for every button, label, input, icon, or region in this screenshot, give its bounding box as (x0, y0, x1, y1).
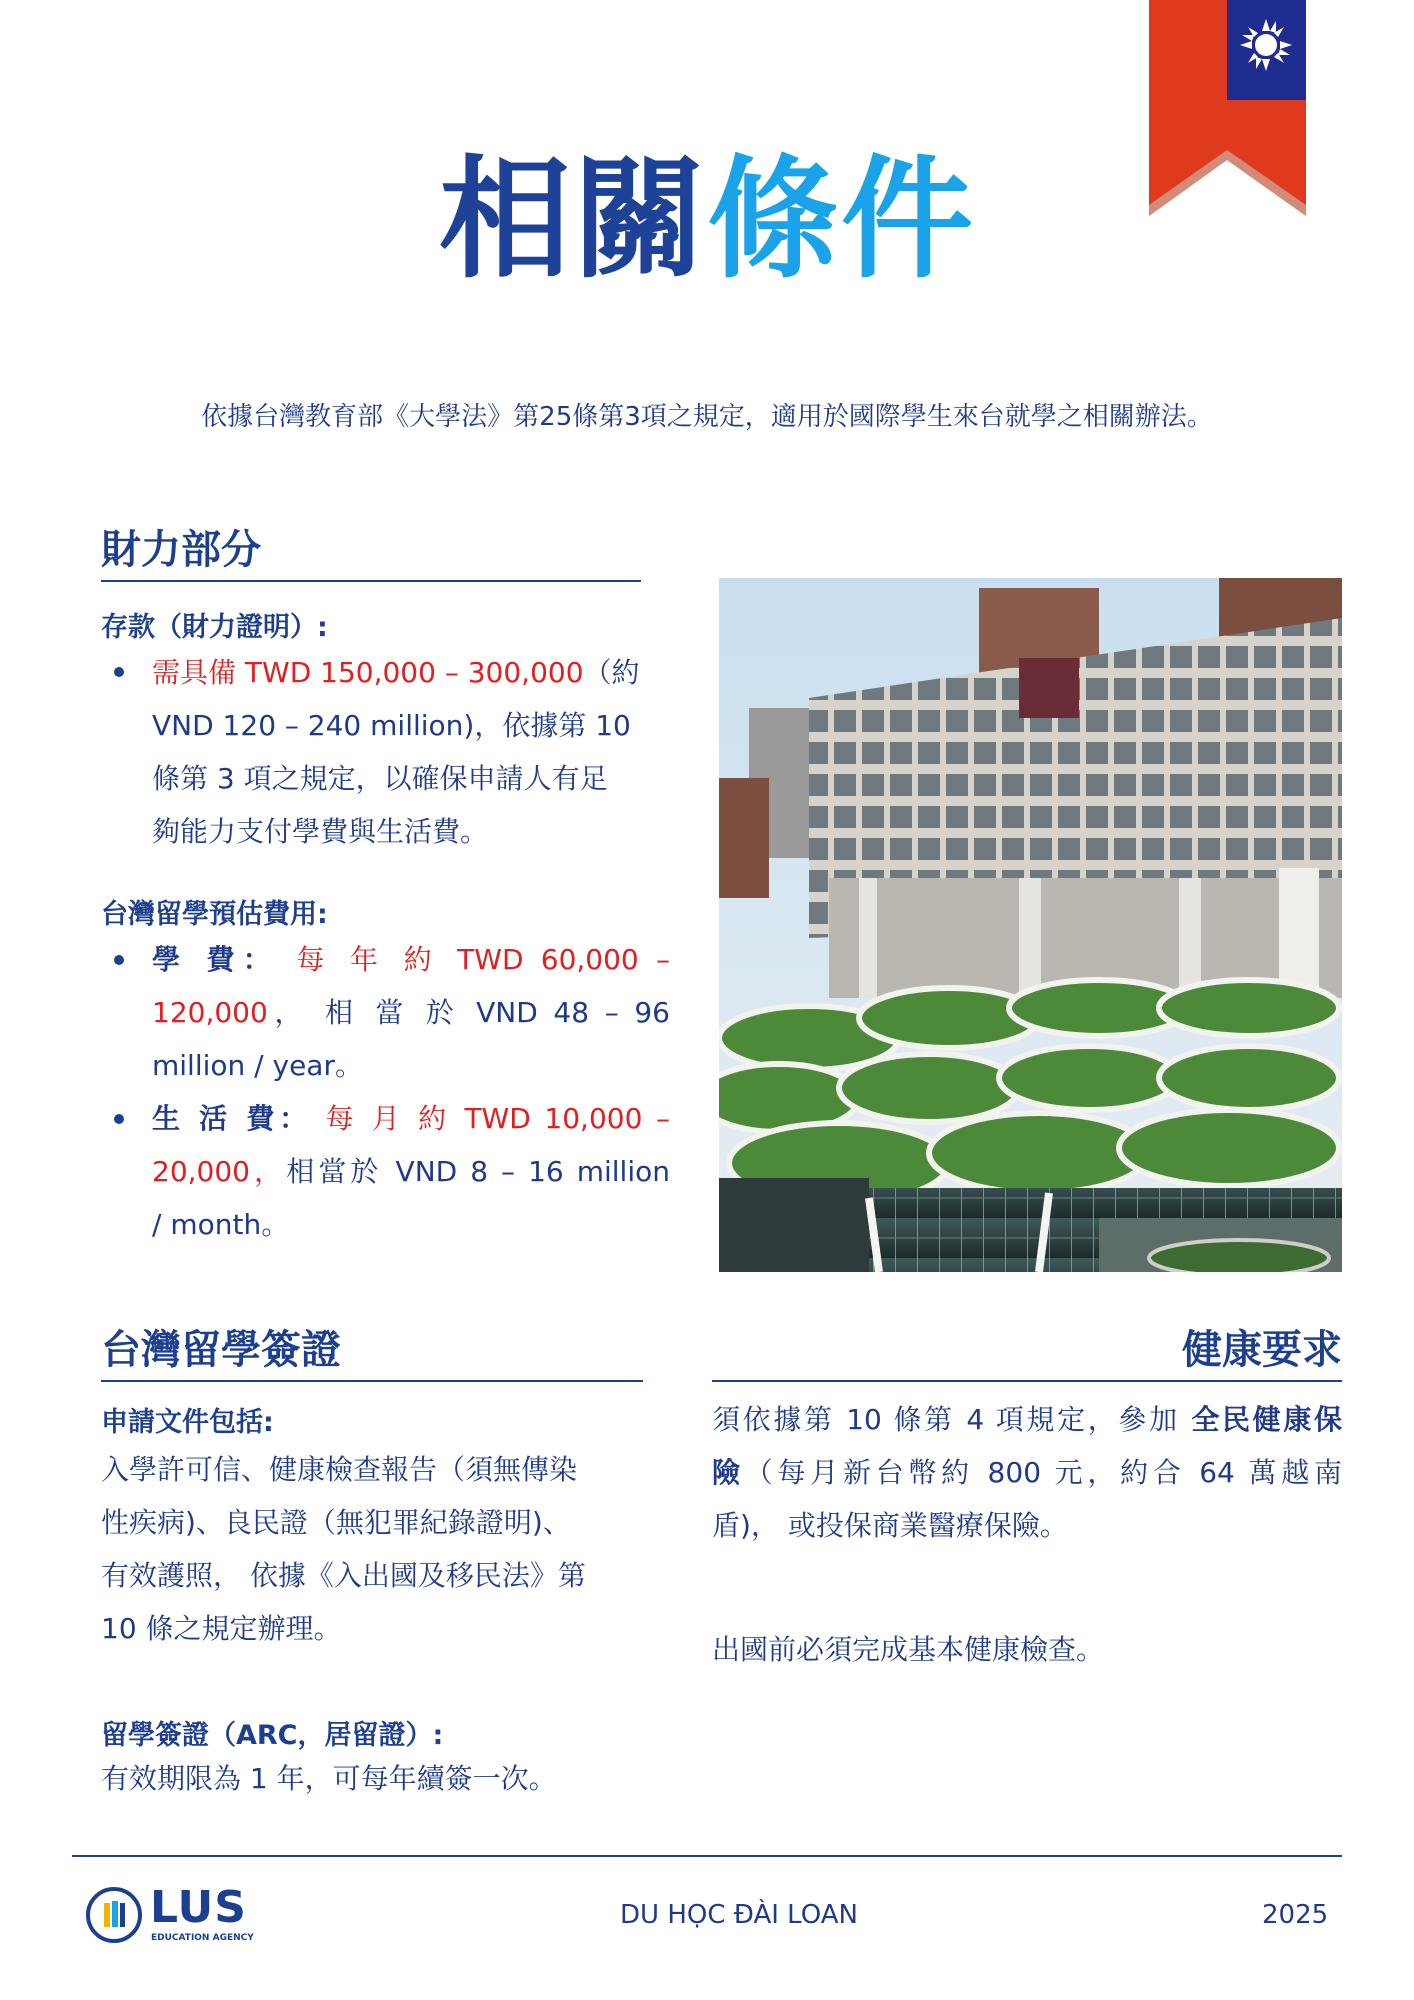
footer-year: 2025 (1262, 1900, 1329, 1930)
bullet-dot (114, 1114, 124, 1124)
health-divider (712, 1380, 1342, 1382)
arc-text: 有效期限為 1 年，可每年續簽一次。 (101, 1762, 557, 1795)
visa-docs-text: 入學許可信、健康檢查報告（須無傳染 性疾病)、良民證（無犯罪紀錄證明)、 有效護照， 依據《入出國及移民法》第 10 條之規定辦理。 (101, 1453, 586, 1645)
nhi-highlight: 全民健康保 (1191, 1403, 1343, 1436)
finance-divider (101, 580, 641, 582)
campus-building-photo (719, 578, 1342, 1272)
health-checkup-text: 出國前必須完成基本健康檢查。 (712, 1633, 1105, 1666)
finance-heading: 財力部分 (101, 527, 261, 573)
deposit-text: 需具備 TWD 150,000 – 300,000（約 VND 120 – 240 million)，依據第 10 條第 3 項之規定，以確保申請人有足 夠能力支付學費與生活費。 (152, 656, 640, 848)
health-text: 須依據第 10 條第 4 項規定，參加 全民健康保 險（每月新台幣約 800 元，約合 64 萬越南 盾)， 或投保商業醫療保險。 (712, 1403, 1343, 1542)
title-part-2: 條件 (707, 143, 975, 297)
bullet-dot (114, 955, 124, 965)
cost-label: 台灣留學預估費用: (101, 899, 328, 930)
logo-subtext: EDUCATION AGENCY (151, 1933, 254, 1943)
arc-label: 留學簽證（ARC，居留證）: (101, 1720, 444, 1751)
deposit-amount: 需具備 TWD 150,000 – 300,000 (152, 656, 584, 689)
footer-divider (72, 1855, 1342, 1857)
bullet-dot (114, 667, 124, 677)
lus-book-logo-icon (84, 1885, 144, 1945)
visa-heading: 台灣留學簽證 (101, 1327, 341, 1373)
deposit-label: 存款（財力證明）: (101, 612, 328, 643)
living-label: 生 活 費： (152, 1102, 312, 1135)
logo-text: LUS (150, 1882, 247, 1933)
footer-center-text: DU HỌC ĐÀI LOAN (620, 1900, 858, 1930)
intro-text: 依據台灣教育部《大學法》第25條第3項之規定，適用於國際學生來台就學之相關辦法。 (201, 402, 1213, 432)
visa-divider (101, 1380, 643, 1382)
tuition-label: 學 費： (152, 943, 280, 976)
tuition-text: 學 費： 每 年 約 TWD 60,000 – 120,000， 相 當 於 VND 48 – 96 million / year。 (152, 943, 670, 1082)
living-text: 生 活 費： 每 月 約 TWD 10,000 – 20,000，相當於 VND 8 – 16 million / month。 (152, 1102, 671, 1241)
visa-docs-label: 申請文件包括: (101, 1407, 274, 1438)
health-heading: 健康要求 (1182, 1327, 1342, 1373)
page-title (0, 135, 1414, 305)
title-part-1: 相關 (439, 143, 707, 297)
